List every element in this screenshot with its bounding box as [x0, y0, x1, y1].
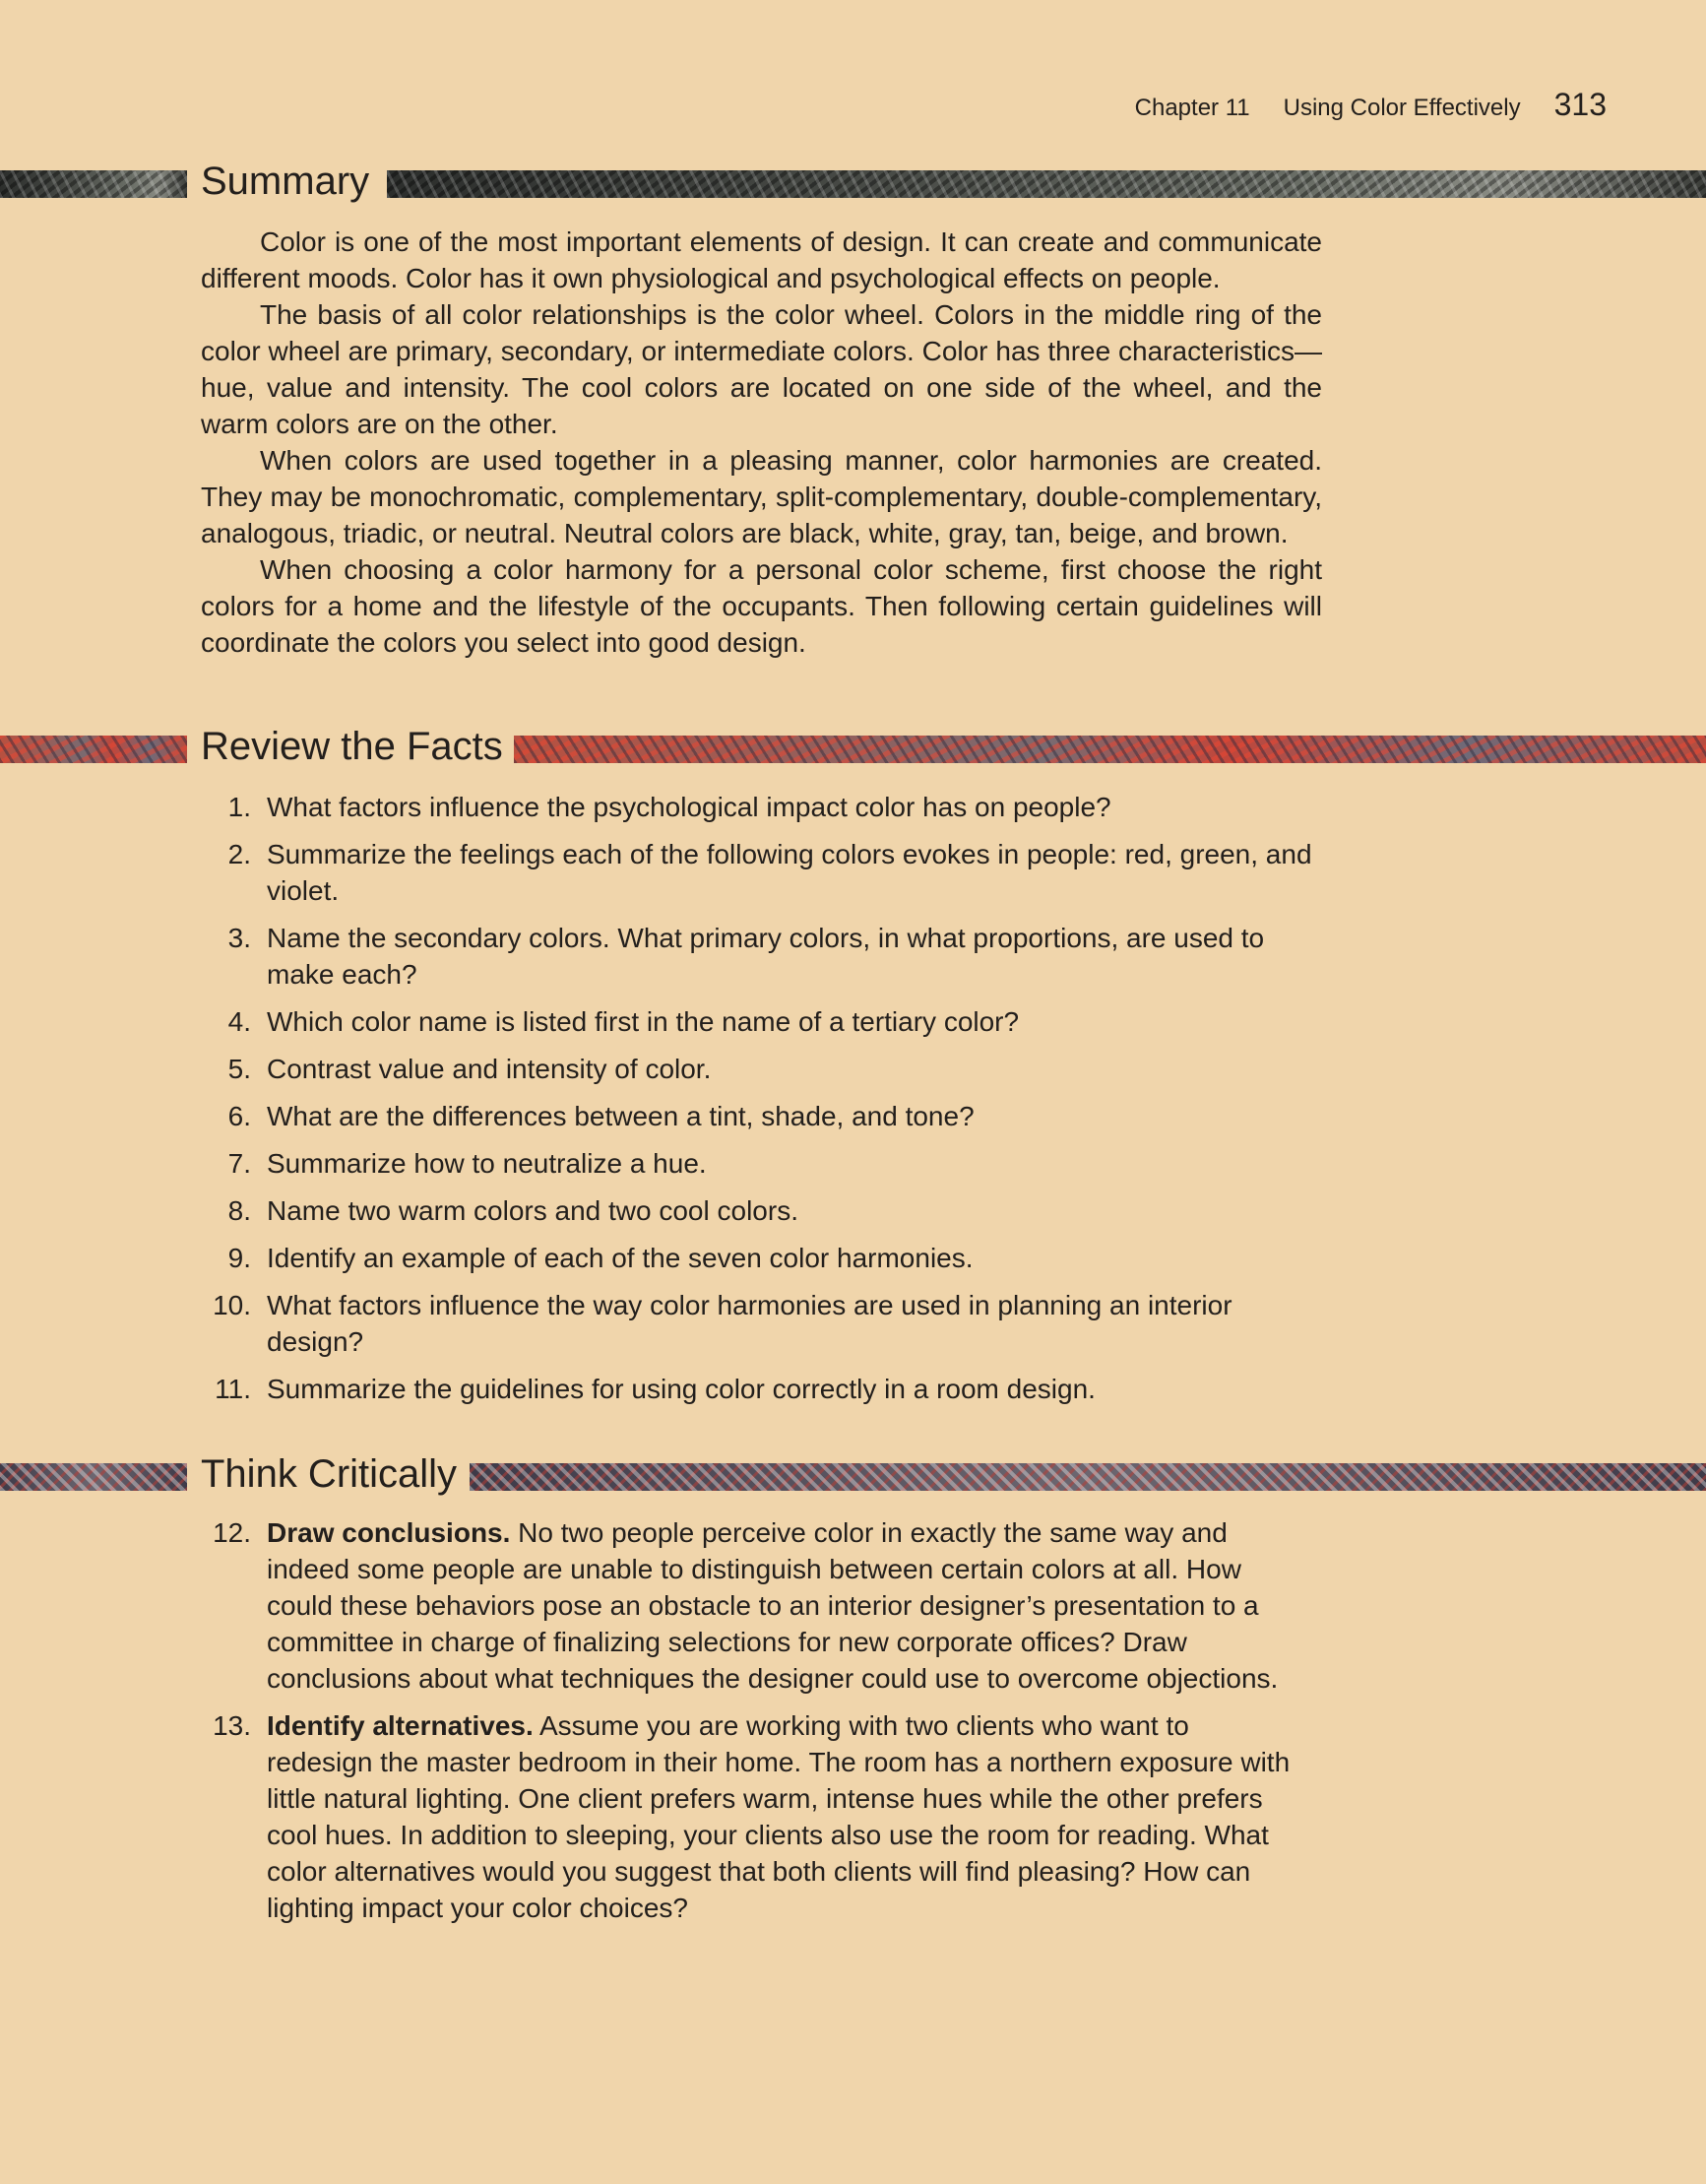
list-item [201, 789, 1322, 825]
list-item [201, 1192, 1322, 1229]
question-lead: Identify alternatives. [267, 1710, 534, 1741]
question-text: Name the secondary colors. What primary colors, in what proportions, are used to make each? [267, 923, 1265, 990]
question-text: What are the differences between a tint, shade, and tone? [267, 1101, 975, 1131]
summary-paragraph: Color is one of the most important elements of design. It can create and communicate different moods. Color has it own physiological and psychological effects on people. [201, 226, 1322, 293]
question-number: 1. [227, 792, 251, 822]
list-item [201, 1240, 1322, 1276]
question-text [251, 1514, 1322, 1697]
question-text: Contrast value and intensity of color. [267, 1054, 712, 1084]
question-number: 4. [227, 1006, 251, 1037]
list-item [201, 1707, 1322, 1926]
decorative-band-right [387, 170, 1706, 198]
list-item [201, 920, 1322, 993]
review-heading: Review the Facts [201, 725, 503, 768]
list-item [201, 1098, 1322, 1134]
list-item [201, 1287, 1322, 1360]
question-number: 6. [227, 1101, 251, 1131]
question-text: Summarize how to neutralize a hue. [267, 1148, 707, 1179]
question-text: Which color name is listed first in the name of a tertiary color? [267, 1006, 1020, 1037]
review-section-header [0, 725, 1706, 768]
list-item [201, 1051, 1322, 1087]
question-number: 2. [227, 839, 251, 869]
question-number: 9. [227, 1243, 251, 1273]
review-question-list [201, 789, 1322, 1418]
question-number: 5. [227, 1054, 251, 1084]
question-number: 11. [215, 1374, 251, 1404]
summary-heading: Summary [201, 160, 370, 203]
question-number: 3. [227, 923, 251, 953]
question-text: Summarize the guidelines for using color correctly in a room design. [267, 1374, 1096, 1404]
summary-section-header [0, 160, 1706, 203]
decorative-band-left [0, 170, 187, 198]
summary-paragraph: When colors are used together in a pleasing manner, color harmonies are created. They may be monochromatic, complementary, split-complementary, double-complementary, analogous, triadic, or neutral. Neutral colors are black, white, gray, tan, beige, and brown. [201, 445, 1322, 548]
question-text: Name two warm colors and two cool colors. [267, 1195, 798, 1226]
summary-paragraph: The basis of all color relationships is the color wheel. Colors in the middle ring of the color wheel are primary, secondary, or intermediate colors. Color has three characteristics—hue, value and intensity. The cool colors are located on one side of the wheel, and the warm colors are on the other. [201, 299, 1322, 439]
question-text: Summarize the feelings each of the following colors evokes in people: red, green, and violet. [267, 839, 1312, 906]
question-text: What factors influence the psychological impact color has on people? [267, 792, 1111, 822]
decorative-band-left [0, 736, 187, 763]
question-text [251, 1707, 1322, 1926]
question-number: 13. [213, 1710, 251, 1741]
question-body: Assume you are working with two clients who want to redesign the master bedroom in their home. The room has a northern exposure with little natural lighting. One client prefers warm, intense hues while the other prefers cool hues. In addition to sleeping, your clients also use the room for reading. What color alternatives would you suggest that both clients will find pleasing? How can lighting impact your color choices? [267, 1710, 1291, 1923]
list-item [201, 836, 1322, 909]
think-question-list [201, 1514, 1322, 1937]
question-number: 12. [213, 1517, 251, 1548]
decorative-band-right [514, 736, 1706, 763]
page-number: 313 [1553, 87, 1607, 122]
question-number: 10. [213, 1290, 251, 1320]
think-heading: Think Critically [201, 1452, 458, 1496]
summary-paragraph: When choosing a color harmony for a personal color scheme, first choose the right colors for a home and the lifestyle of the occupants. Then following certain guidelines will coordinate the colors you select into good design. [201, 554, 1322, 658]
question-text: Identify an example of each of the seven color harmonies. [267, 1243, 974, 1273]
chapter-label: Chapter 11 [1134, 95, 1250, 121]
summary-text [201, 224, 1322, 661]
think-section-header [0, 1452, 1706, 1496]
list-item [201, 1514, 1322, 1697]
question-number: 7. [227, 1148, 251, 1179]
question-number: 8. [227, 1195, 251, 1226]
list-item [201, 1371, 1322, 1407]
running-head [1135, 87, 1607, 123]
list-item [201, 1003, 1322, 1040]
question-text: What factors influence the way color harmonies are used in planning an interior design? [267, 1290, 1232, 1357]
list-item [201, 1145, 1322, 1182]
chapter-title: Using Color Effectively [1283, 95, 1521, 121]
question-lead: Draw conclusions. [267, 1517, 511, 1548]
question-body: No two people perceive color in exactly the same way and indeed some people are unable to distinguish between certain colors at all. How could these behaviors pose an obstacle to an interior designer’s presentation to a committee in charge of finalizing selections for new corporate offices? Draw conclusions about what techniques the designer could use to overcome objections. [267, 1517, 1279, 1694]
decorative-band-right [470, 1463, 1706, 1491]
decorative-band-left [0, 1463, 187, 1491]
